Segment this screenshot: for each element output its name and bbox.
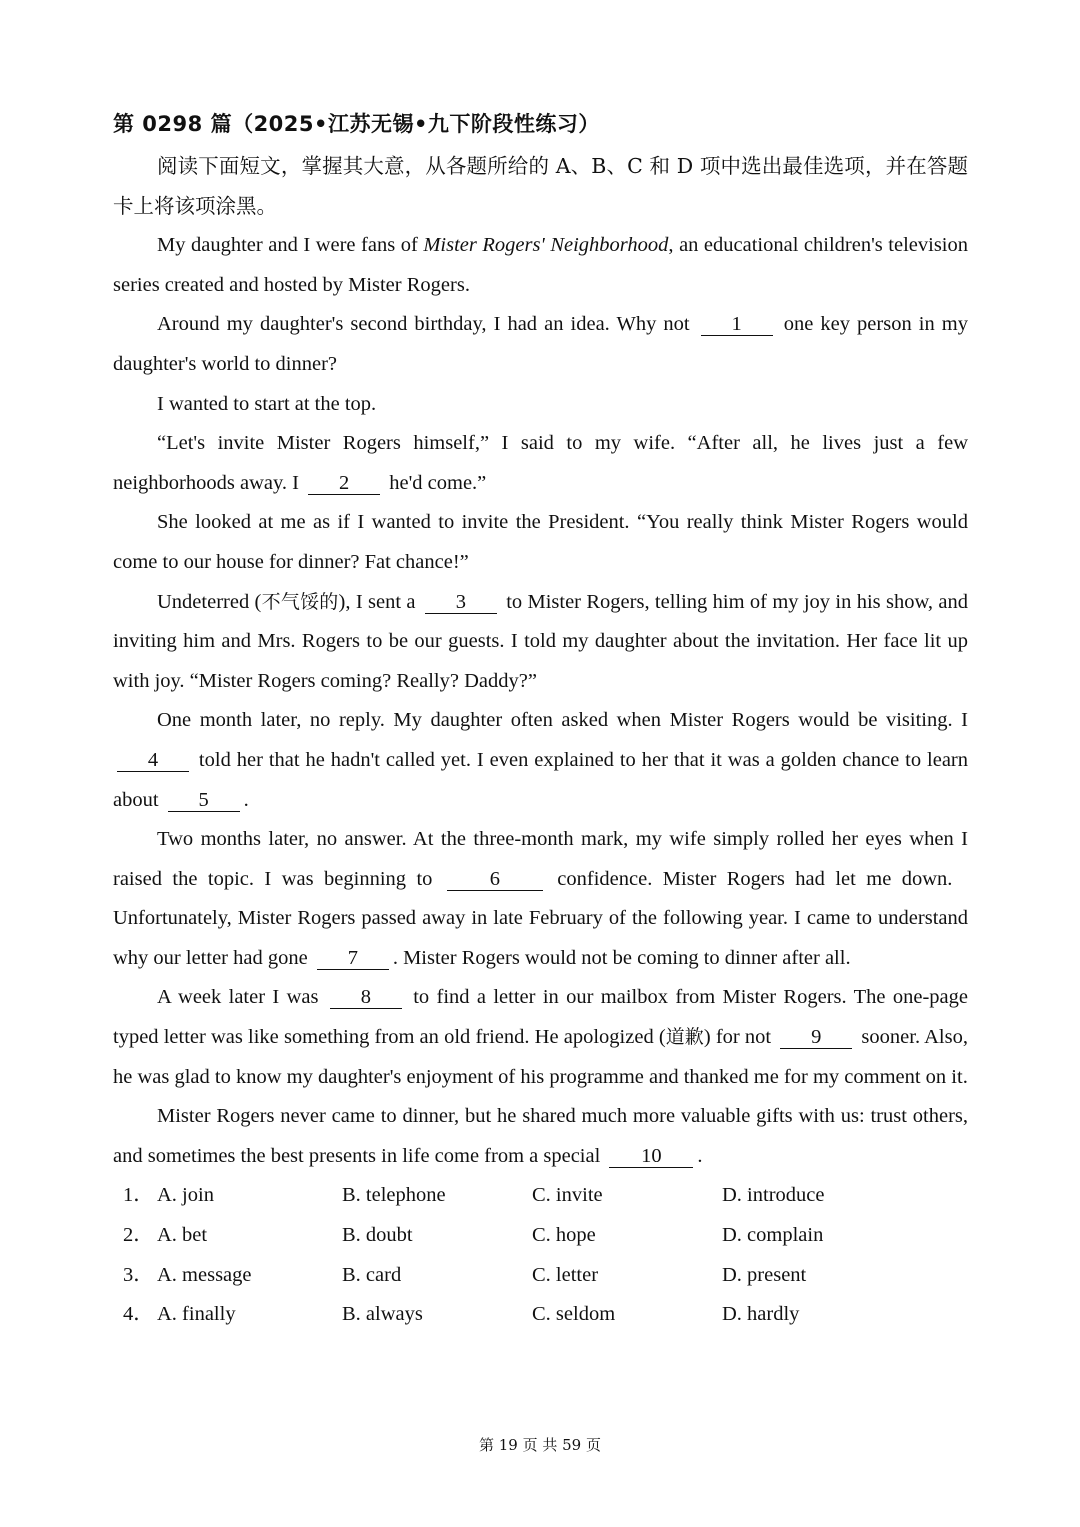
paragraph-1: My daughter and I were fans of Mister Rogers' Neighborhood, an educational children's television series created and hosted by Mister Rogers. [113, 234, 968, 296]
option-c: C. hope [532, 1224, 596, 1247]
paragraph-4: “Let's invite Mister Rogers himself,” I said to my wife. “After all, he lives just a few neighborhoods away. I 2 he'd come.” [113, 432, 968, 494]
option-c: C. letter [532, 1263, 599, 1286]
blank-7: 7 [317, 947, 389, 970]
option-d: D. present [722, 1263, 807, 1286]
paragraph-5: She looked at me as if I wanted to invite the President. “You really think Mister Rogers would come to our house for dinner? Fat chance!” [113, 511, 968, 573]
blank-3: 3 [425, 591, 497, 614]
option-b: B. doubt [342, 1224, 413, 1247]
blank-8: 8 [330, 986, 402, 1009]
page-footer: 第 19 页 共 59 页 [478, 1436, 601, 1454]
option-d: D. complain [722, 1224, 824, 1247]
show-title: Mister Rogers' Neighborhood [423, 234, 669, 257]
paragraph-9: A week later I was 8 to find a letter in our mailbox from Mister Rogers. The one-page typed letter was like something from an old friend. He apologized (道歉) for not 9 sooner. Also, he was glad to know my daughter's enjoyment of his programme and thanked me for my comment on it. [113, 986, 968, 1088]
paragraph-10: Mister Rogers never came to dinner, but he shared much more valuable gifts with us: trust others, and sometimes the best presents in life come from a special 10 . [113, 1105, 968, 1167]
blank-9: 9 [780, 1026, 852, 1049]
blank-6: 6 [447, 868, 543, 891]
option-d: D. hardly [722, 1303, 800, 1326]
option-c: C. seldom [532, 1303, 616, 1326]
instruction: 阅读下面短文，掌握其大意，从各题所给的 A、B、C 和 D 项中选出最佳选项，并在答题卡上将该项涂黑。 [113, 154, 968, 218]
option-a: A. finally [157, 1303, 236, 1326]
article-body [113, 147, 968, 1335]
paragraph-7: One month later, no reply. My daughter often asked when Mister Rogers would be visiting. I 4 told her that he hadn't called yet. I even explained to her that it was a golden chance to learn about 5 . [113, 709, 968, 811]
blank-10: 10 [609, 1145, 693, 1168]
article-heading: 第 0298 篇（2025•江苏无锡•九下阶段性练习） [113, 112, 600, 136]
option-b: B. always [342, 1303, 423, 1326]
option-a: A. bet [157, 1224, 208, 1247]
option-row: 3． A. message B. card C. letter D. present [113, 1256, 968, 1296]
options-list [113, 1176, 968, 1334]
paragraph-2: Around my daughter's second birthday, I had an idea. Why not 1 one key person in my daughter's world to dinner? [113, 313, 968, 375]
option-row: 2． A. bet B. doubt C. hope D. complain [113, 1216, 968, 1256]
option-b: B. card [342, 1263, 402, 1286]
paragraph-6: Undeterred (不气馁的), I sent a 3 to Mister Rogers, telling him of my joy in his show, and inviting him and Mrs. Rogers to be our guests. I told my daughter about the invitation. Her face lit up with joy. “Mister Rogers coming? Really? Daddy?” [113, 590, 969, 692]
option-c: C. invite [532, 1184, 603, 1207]
option-b: B. telephone [342, 1184, 446, 1207]
option-a: A. join [157, 1184, 214, 1207]
paragraph-8: Two months later, no answer. At the three-month mark, my wife simply rolled her eyes when I raised the topic. I was beginning to 6 confidence. Mister Rogers had let me down. Unfortunately, Mister Rogers passed away in late February of the following year. I came to understand why our letter had gone 7 . Mister Rogers would not be coming to dinner after all. [113, 828, 968, 969]
blank-5: 5 [168, 789, 240, 812]
option-d: D. introduce [722, 1184, 825, 1207]
blank-4: 4 [117, 749, 189, 772]
option-row: 1． A. join B. telephone C. invite D. introduce [113, 1176, 968, 1216]
paragraph-3: I wanted to start at the top. [157, 392, 377, 415]
option-row: 4． A. finally B. always C. seldom D. hardly [113, 1295, 968, 1335]
blank-1: 1 [701, 313, 773, 336]
blank-2: 2 [308, 472, 380, 495]
option-a: A. message [157, 1263, 252, 1286]
